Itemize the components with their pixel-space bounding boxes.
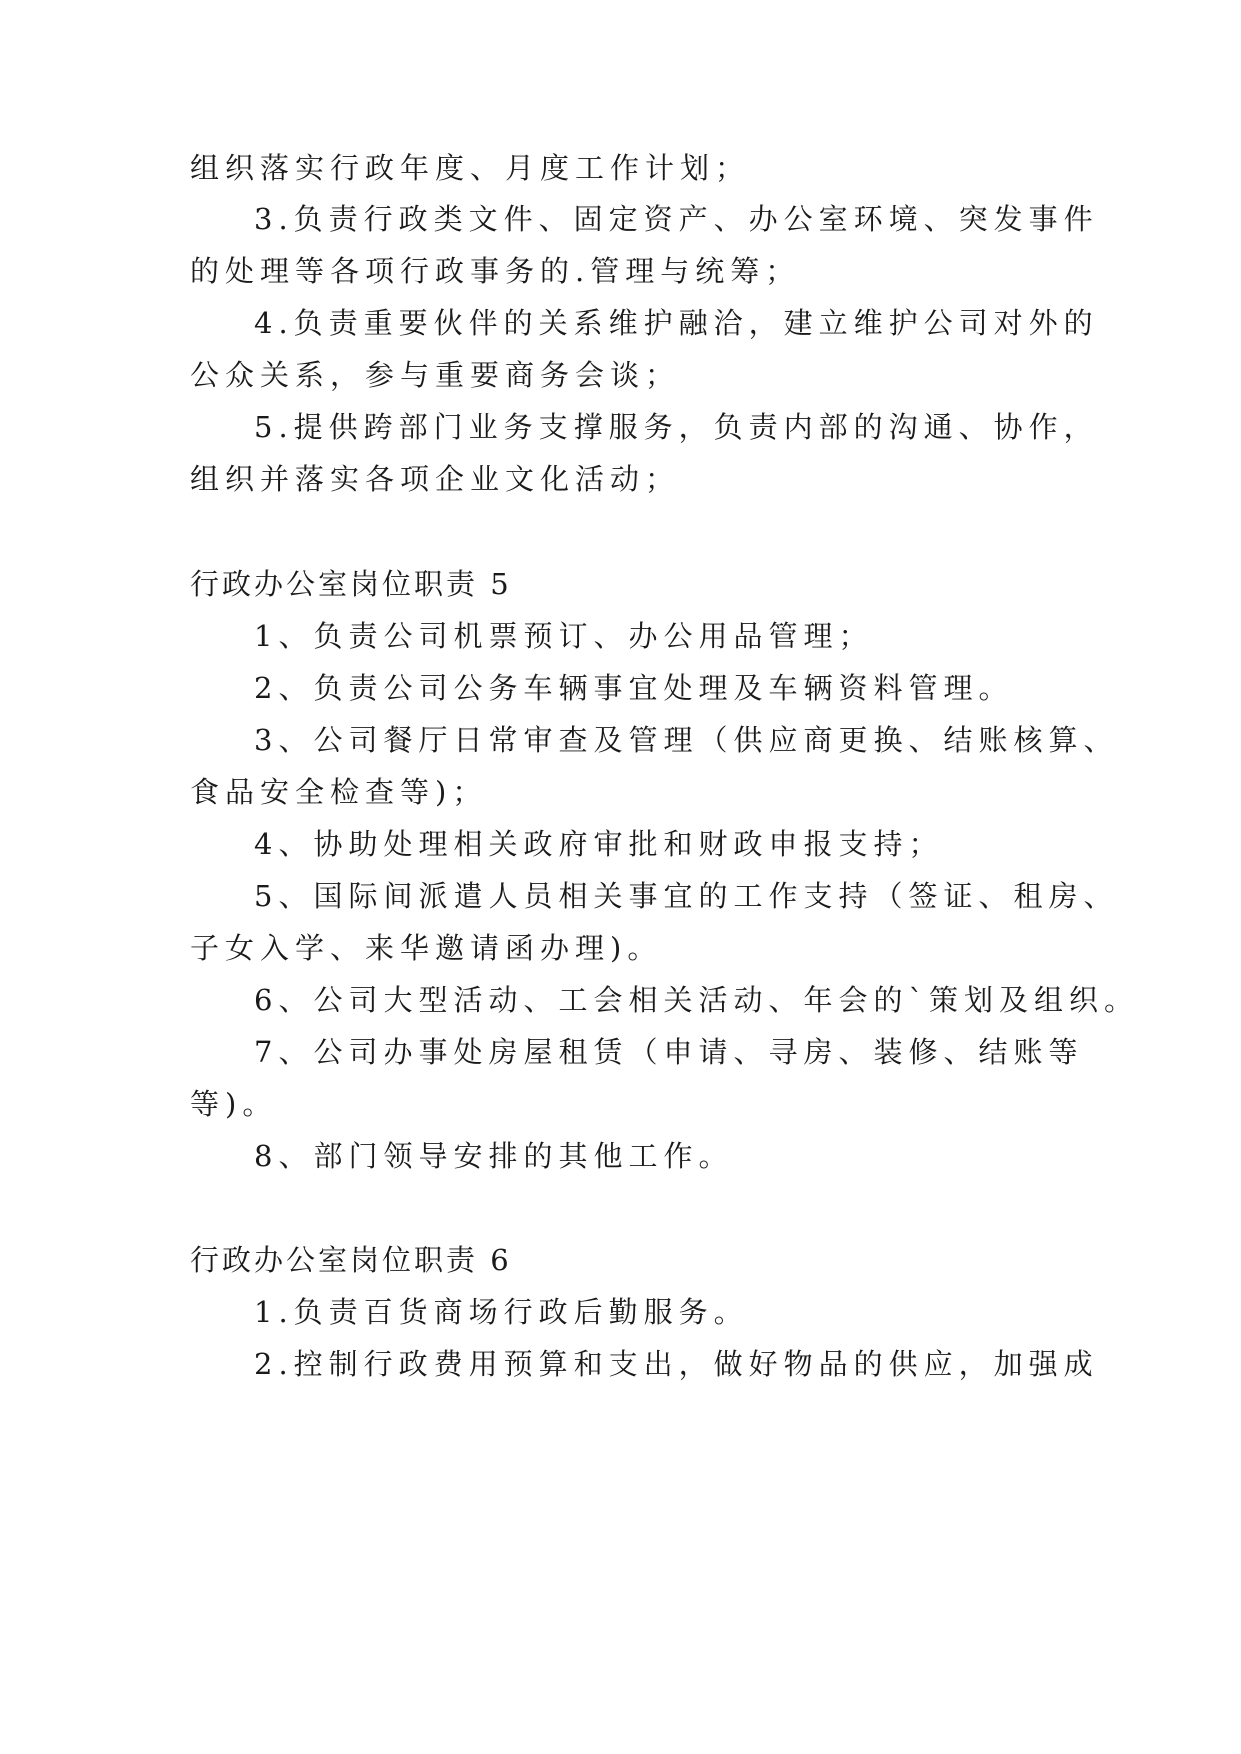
paragraph-line: 组织并落实各项企业文化活动；: [190, 462, 681, 496]
section-heading-6: 行政办公室岗位职责 6: [190, 1243, 512, 1277]
list-item-line: 1.负责百货商场行政后勤服务。: [254, 1295, 749, 1329]
list-item-line: 7、公司办事处房屋租赁（申请、寻房、装修、结账等: [254, 1035, 1084, 1069]
list-item-line: 4、协助处理相关政府审批和财政申报支持；: [254, 827, 944, 861]
paragraph-line: 公众关系，参与重要商务会谈；: [190, 358, 681, 392]
paragraph-line: 子女入学、来华邀请函办理)。: [190, 931, 663, 965]
section-heading-5: 行政办公室岗位职责 5: [190, 567, 512, 601]
paragraph-line: 食品安全检查等)；: [190, 775, 488, 809]
list-item-line: 3.负责行政类文件、固定资产、办公室环境、突发事件: [254, 202, 1099, 236]
list-item-line: 2、负责公司公务车辆事宜处理及车辆资料管理。: [254, 671, 1014, 705]
list-item-line: 3、公司餐厅日常审查及管理（供应商更换、结账核算、: [254, 723, 1119, 757]
paragraph-line: 组织落实行政年度、月度工作计划；: [190, 151, 751, 185]
list-item-line: 8、部门领导安排的其他工作。: [254, 1139, 734, 1173]
paragraph-line: 的处理等各项行政事务的.管理与统筹；: [190, 254, 801, 288]
list-item-line: 1、负责公司机票预订、办公用品管理；: [254, 619, 874, 653]
list-item-line: 5、国际间派遣人员相关事宜的工作支持（签证、租房、: [254, 879, 1119, 913]
list-item-line: 2.控制行政费用预算和支出，做好物品的供应，加强成: [254, 1347, 1099, 1381]
list-item-line: 5.提供跨部门业务支撑服务，负责内部的沟通、协作，: [254, 410, 1099, 444]
paragraph-line: 等)。: [190, 1087, 278, 1121]
list-item-line: 4.负责重要伙伴的关系维护融洽，建立维护公司对外的: [254, 306, 1099, 340]
list-item-line: 6、公司大型活动、工会相关活动、年会的`策划及组织。: [254, 983, 1139, 1017]
